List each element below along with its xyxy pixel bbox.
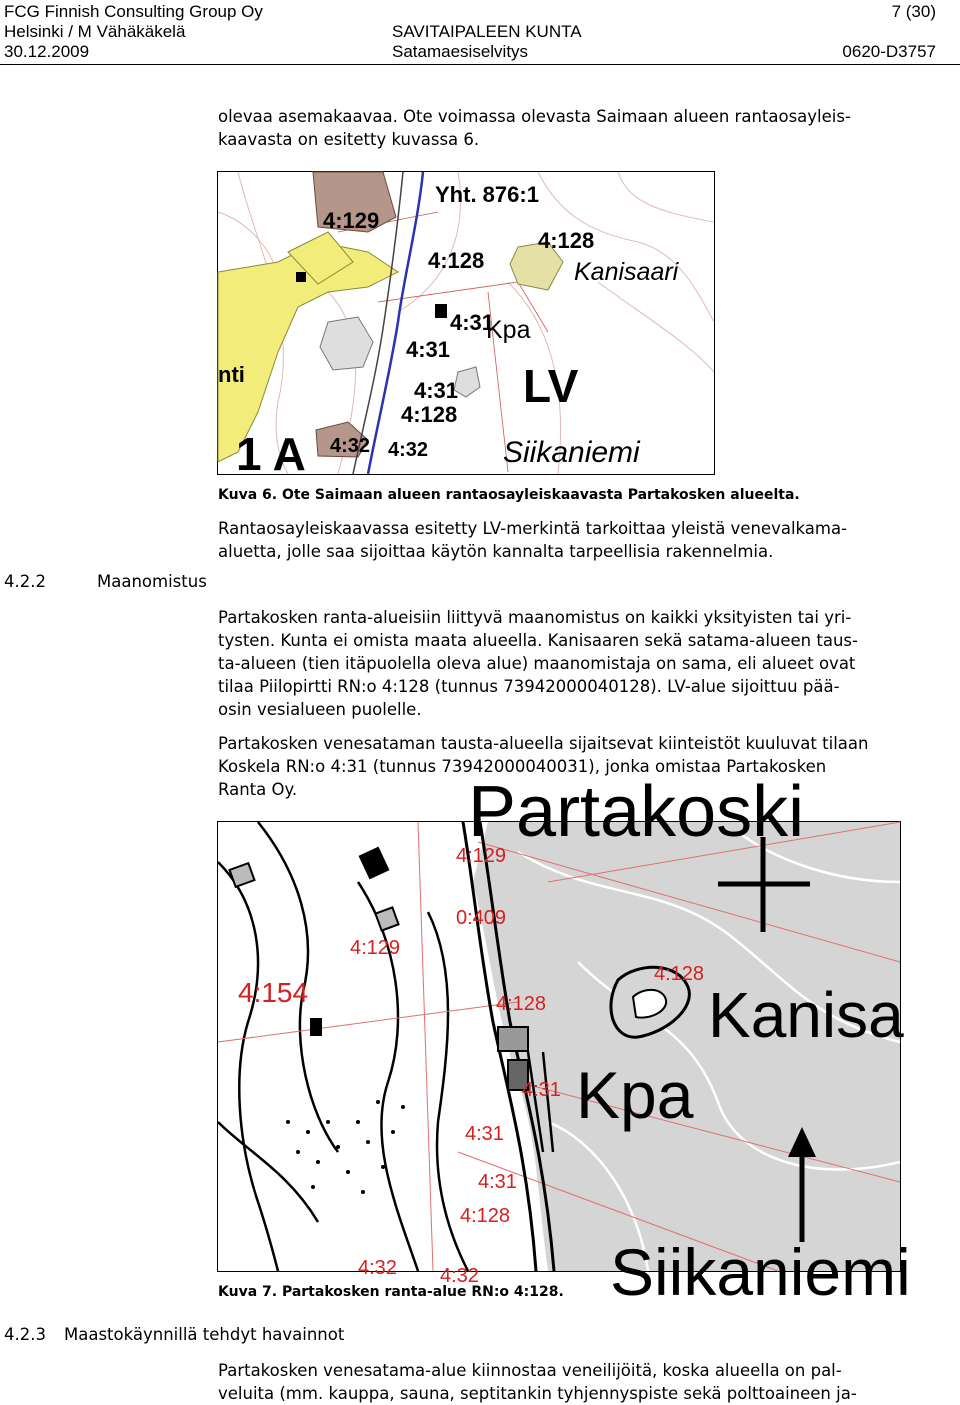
- text-line: Partakosken venesatama-alue kiinnostaa veneilijöitä, koska alueella on pal-: [218, 1361, 842, 1380]
- text-line: aluetta, jolle saa sijoittaa käytön kannalta tarpeellisia rakennelmia.: [218, 542, 774, 561]
- lv-paragraph: [218, 517, 958, 563]
- map2-label-4-128-a: 4:128: [654, 963, 705, 985]
- map1-label-kpa: Kpa: [486, 316, 531, 344]
- map1-label-4-128-b: 4:128: [538, 228, 595, 253]
- caption-figure-6: Kuva 6. Ote Saimaan alueen rantaosayleiskaavasta Partakosken alueelta.: [218, 487, 800, 503]
- map1-label-4-129: 4:129: [323, 208, 380, 233]
- section-4-2-2-number: 4.2.2: [4, 572, 46, 591]
- map1-label-4-32-b: 4:32: [388, 439, 429, 461]
- map1-label-4-31-c: 4:31: [414, 378, 459, 403]
- text-line: osin vesialueen puolelle.: [218, 700, 422, 719]
- text-line: Koskela RN:o 4:31 (tunnus 73942000040031), jonka omistaa Partakosken: [218, 757, 827, 776]
- text-line: veluita (mm. kauppa, sauna, septitankin tyhjennyspiste sekä polttoaineen ja-: [218, 1384, 857, 1403]
- map2-label-4-31-a: 4:31: [522, 1079, 561, 1101]
- map2-label-kanisa: Kanisa: [708, 979, 904, 1051]
- text-line: Partakosken ranta-alueisiin liittyvä maanomistus on kaikki yksityisten tai yri-: [218, 608, 852, 627]
- map1-label-4-128-c: 4:128: [401, 402, 458, 427]
- map2-label-4-32-a: 4:32: [358, 1257, 397, 1279]
- text-line: Partakosken venesataman tausta-alueella sijaitsevat kiinteistöt kuuluvat tilaan: [218, 734, 869, 753]
- text-line: kaavasta on esitetty kuvassa 6.: [218, 130, 480, 149]
- header-company: FCG Finnish Consulting Group Oy: [4, 2, 263, 21]
- map2-label-4-128-c: 4:128: [460, 1205, 511, 1227]
- section-4-2-3-title: Maastokäynnillä tehdyt havainnot: [64, 1325, 345, 1344]
- header-date: 30.12.2009: [4, 42, 90, 61]
- section-4-2-3-number: 4.2.3: [4, 1325, 46, 1344]
- map2-label-4-32-b: 4:32: [440, 1265, 479, 1287]
- map1-label-1a: 1 A: [236, 428, 306, 480]
- map2-label-title: Partakoski: [468, 772, 805, 852]
- map2-label-siikaniemi: Siikaniemi: [610, 1235, 911, 1309]
- text-line: Ranta Oy.: [218, 780, 298, 799]
- map1-label-4-32-a: 4:32: [330, 435, 371, 457]
- intro-paragraph: [218, 105, 958, 151]
- text-line: tilaa Piilopirtti RN:o 4:128 (tunnus 73942000040128). LV-alue sijoittuu pää-: [218, 677, 840, 696]
- observations-paragraph: [218, 1359, 958, 1405]
- map2-label-4-31-c: 4:31: [478, 1171, 517, 1193]
- map-figure-6: [217, 171, 715, 480]
- map2-label-4-128-b: 4:128: [496, 993, 547, 1015]
- ownership-paragraph: [218, 606, 958, 721]
- map1-label-4-31-b: 4:31: [406, 337, 451, 362]
- header-doc-id: 0620-D3757: [842, 42, 936, 61]
- map2-label-4-129-a: 4:129: [456, 845, 507, 867]
- map1-label-4-128-a: 4:128: [428, 248, 485, 273]
- text-line: tysten. Kunta ei omista maata alueella. Kanisaaren sekä satama-alueen taus-: [218, 631, 858, 650]
- header-doc-title: Satamaesiselvitys: [392, 42, 529, 61]
- map2-label-4-31-b: 4:31: [465, 1123, 504, 1145]
- header-author: Helsinki / M Vähäkäkelä: [4, 22, 186, 41]
- map2-label-0-409: 0:409: [456, 907, 507, 929]
- map1-label-nti: nti: [218, 362, 245, 387]
- text-line: ta-alueen (tien itäpuolella oleva alue) maanomistaja on sama, eli alueet ovat: [218, 654, 856, 673]
- text-line: olevaa asemakaavaa. Ote voimassa olevasta Saimaan alueen rantaosayleis-: [218, 107, 851, 126]
- map1-label-4-31-a: 4:31: [450, 310, 495, 335]
- map2-label-kpa: Kpa: [576, 1058, 694, 1132]
- caption-figure-7: Kuva 7. Partakosken ranta-alue RN:o 4:128.: [218, 1284, 564, 1300]
- map1-label-yht: Yht. 876:1: [435, 182, 539, 207]
- map-1-graphic: [218, 172, 714, 480]
- map1-label-lv: LV: [523, 360, 579, 412]
- text-line: Rantaosayleiskaavassa esitetty LV-merkintä tarkoittaa yleistä venevalkama-: [218, 519, 848, 538]
- header-client: SAVITAIPALEEN KUNTA: [392, 22, 582, 41]
- header-page: 7 (30): [891, 2, 936, 21]
- map1-label-kanisaari: Kanisaari: [574, 258, 679, 286]
- map2-label-4-129-b: 4:129: [350, 937, 401, 959]
- map2-label-4-154: 4:154: [238, 977, 309, 1008]
- map1-label-siikaniemi: Siikaniemi: [503, 436, 640, 469]
- section-4-2-2-title: Maanomistus: [97, 572, 207, 591]
- header-rule: [0, 64, 960, 65]
